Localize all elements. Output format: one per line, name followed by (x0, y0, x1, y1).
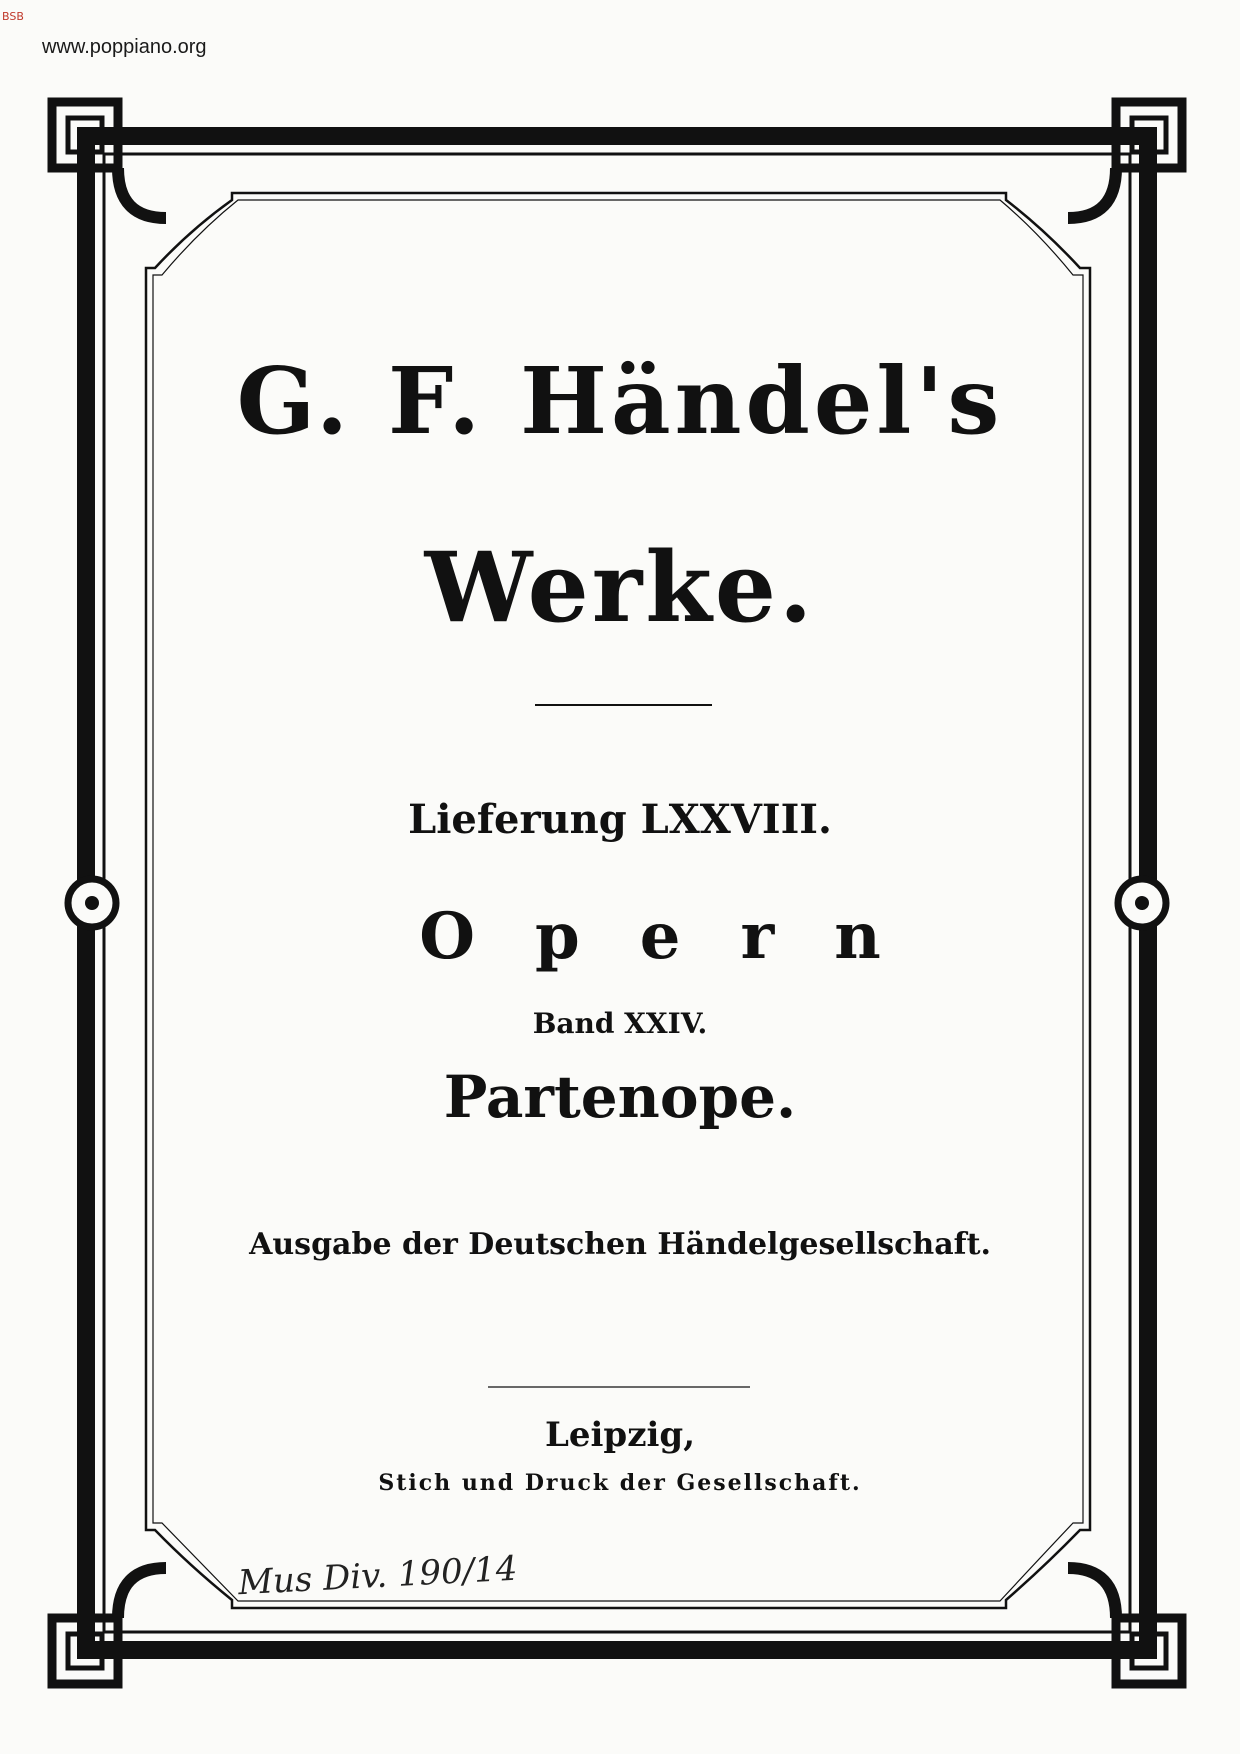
delivery-number: Lieferung LXXVIII. (408, 796, 832, 843)
category-heading: Opern (419, 899, 941, 974)
printer-line: Stich und Druck der Gesellschaft. (378, 1470, 862, 1496)
work-title: Partenope. (443, 1063, 797, 1131)
edition-line: Ausgabe der Deutschen Händelgesellschaft. (249, 1227, 991, 1262)
volume-number: Band XXIV. (532, 1007, 708, 1040)
publication-place: Leipzig, (544, 1415, 696, 1455)
title-line-2: Werke. (424, 531, 816, 644)
site-url: www.poppiano.org (42, 36, 207, 58)
handwritten-shelfmark: Mus Div. 190/14 (237, 1548, 519, 1604)
title-line-1: G. F. Händel's (236, 347, 1004, 455)
library-mark: BSB (2, 10, 24, 23)
